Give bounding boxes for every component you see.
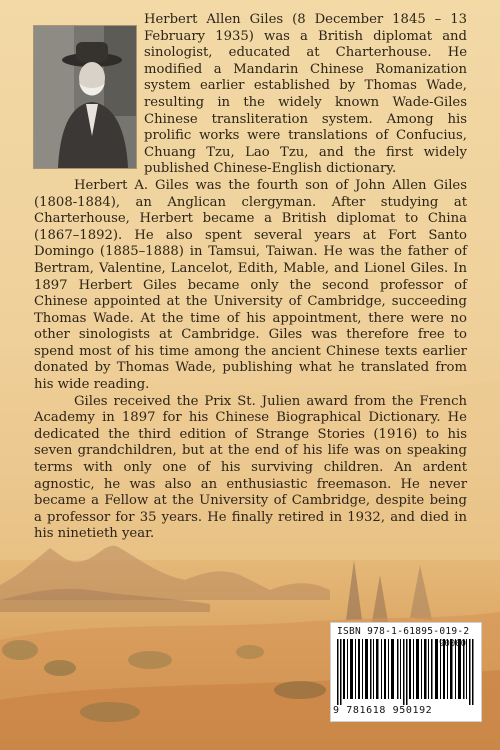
bio-paragraph: Herbert A. Giles was the fourth son of John Allen Giles (1808-1884), an Anglican clergyman. After studying at Charterhouse, Herbert became a British diplomat to China (1867–1892). He also spent several years at Fort Santo Domingo (1885–1888) in Tamsui, Taiwan. He was the father of Bertram, Valentine, Lancelot, Edith, Mable, and Lionel Giles. In 1897 Herbert Giles became only the second professor of Chinese appointed at the University of Cambridge, succeeding Thomas Wade. At the time of his appointment, there were no other sinologists at Cambridge. Giles was therefore free to spend most of his time among the ancient Chinese texts earlier donated by Thomas Wade, publishing what he translated from his wide reading. [34,177,467,393]
isbn-barcode [330,622,482,722]
price-code: 90000 [439,639,467,649]
isbn-label: ISBN 978-1-61895-019-2 [337,626,470,637]
biography-text [34,12,467,543]
bio-paragraph: Herbert Allen Giles (8 December 1845 – 13 February 1935) was a British diplomat and sinologist, educated at Charterhouse. He modified a Mandarin Chinese Romanization system earlier established by Thomas Wade, resulting in the widely known Wade-Giles Chinese transliteration system. Among his prolific works were translations of Confucius, Chuang Tzu, Lao Tzu, and the first widely published Chinese-English dictionary. [144,12,467,177]
bio-paragraph: Giles received the Prix St. Julien award from the French Academy in 1897 for his Chinese Biographical Dictionary. He dedicated the third edition of Strange Stories (1916) to his seven grandchildren, but at the end of his life was on speaking terms with only one of his surviving children. An ardent agnostic, he was also an enthusiastic freemason. He never became a Fellow at the University of Cambridge, despite being a professor for 35 years. He finally retired in 1932, and died in his ninetieth year. [34,393,467,542]
barcode-number: 9 781618 950192 [333,705,433,716]
